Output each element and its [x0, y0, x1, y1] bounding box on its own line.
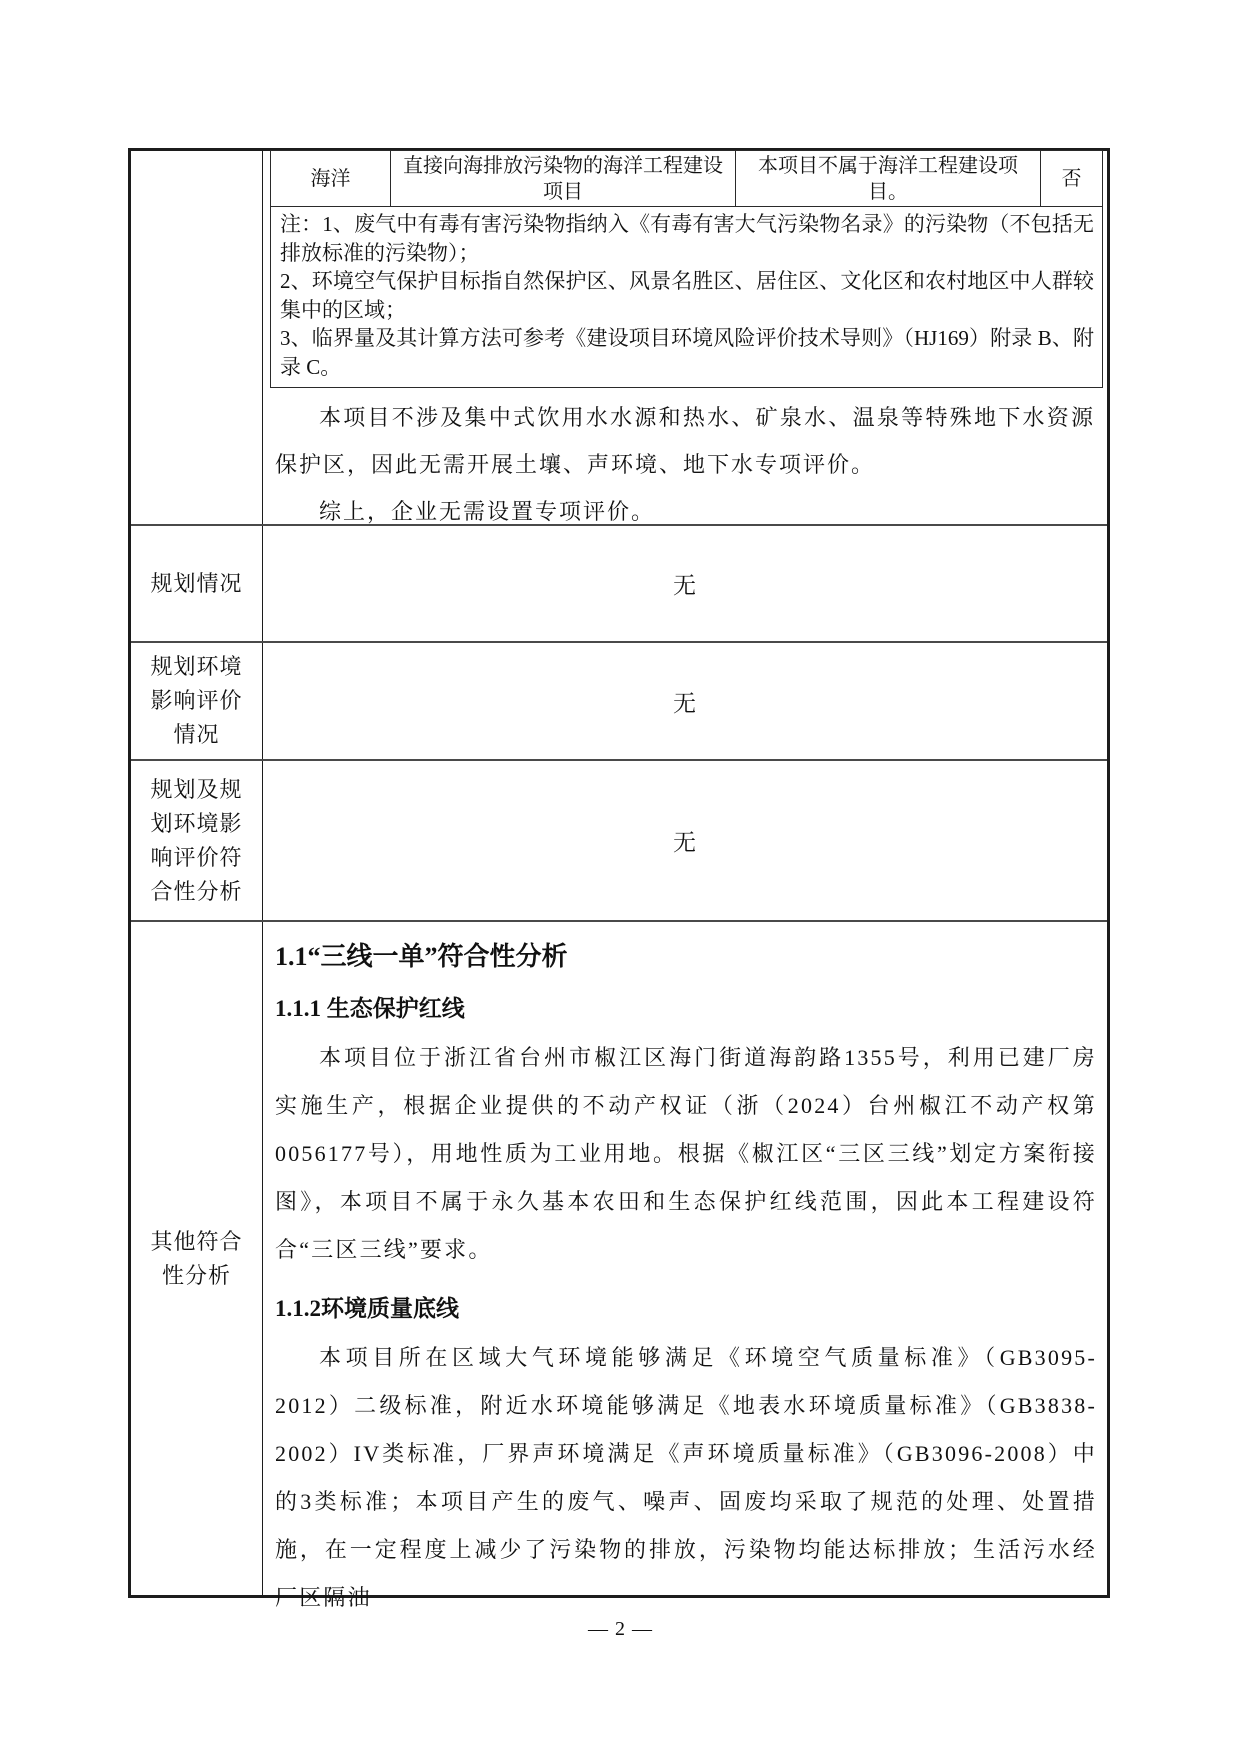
- table-row-other-conformity: [131, 922, 1107, 1611]
- marine-conclusion-cell: 否: [1061, 167, 1082, 190]
- other-conformity-content: [263, 922, 1107, 1611]
- planning-label: 规划情况: [150, 570, 243, 596]
- page-number: — 2 —: [588, 1618, 653, 1640]
- marine-situation-cell: 本项目不属于海洋工程建设项目。: [736, 151, 1041, 206]
- other-conformity-label: 其他符合性分析: [150, 1228, 243, 1288]
- paragraph-groundwater: 本项目不涉及集中式饮用水水源和热水、矿泉水、温泉等特殊地下水资源保护区，因此无需开展土壤、声环境、地下水专项评价。: [275, 405, 1095, 477]
- paragraph-ecological-redline: 本项目位于浙江省台州市椒江区海门街道海韵路1355号，利用已建厂房实施生产，根据企业提供的不动产权证（浙（2024）台州椒江不动产权第0056177号），用地性质为工业用地。根据《椒江区“三区三线”划定方案衔接图》，本项目不属于永久基本农田和生态保护红线范围，因此本工程建设符合“三区三线”要求。: [275, 1045, 1097, 1263]
- note-item-3: 3、临界量及其计算方法可参考《建设项目环境风险评价技术导则》（HJ169）附录 B、附录 C。: [280, 326, 1094, 379]
- heading-environment-quality-bottom-line: 1.1.2环境质量底线: [275, 1296, 459, 1322]
- notes-block: [271, 207, 1102, 387]
- row1-content-cell: [263, 151, 1107, 524]
- planning-eia-label: 规划环境影响评价情况: [150, 654, 243, 748]
- note-item-2: 2、环境空气保护目标指自然保护区、风景名胜区、居住区、文化区和农村地区中人群较集中的区域；: [280, 269, 1094, 322]
- planning-eia-label-cell: [131, 643, 263, 759]
- marine-criteria-table: [270, 150, 1103, 388]
- marine-table-row: [271, 151, 1102, 207]
- table-row-planning: [131, 526, 1107, 643]
- other-conformity-text: [263, 922, 1107, 1622]
- note-item-1: 注：1、废气中有毒有害污染物指纳入《有毒有害大气污染物名录》的污染物（不包括无排放标准的污染物）；: [280, 212, 1094, 265]
- paragraph-environment-quality: 本项目所在区域大气环境能够满足《环境空气质量标准》（GB3095-2012）二级标准，附近水环境能够满足《地表水环境质量标准》（GB3838-2002）IV类标准，厂界声环境满足《声环境质量标准》（GB3096-2008）中的3类标准；本项目产生的废气、噪声、固废均采取了规范的处理、处置措施，在一定程度上减少了污染物的排放，污染物均能达标排放；生活污水经厂区隔油: [275, 1345, 1097, 1611]
- planning-conformity-label-cell: [131, 761, 263, 920]
- table-row-special-assessment: [131, 151, 1107, 526]
- table-row-planning-eia: [131, 643, 1107, 761]
- planning-conformity-value: 无: [673, 830, 697, 856]
- row1-paragraphs: [263, 388, 1107, 535]
- assessment-table: [128, 148, 1110, 1611]
- table-row-planning-conformity: [131, 761, 1107, 922]
- planning-conformity-label: 规划及规划环境影响评价符合性分析: [150, 776, 243, 904]
- marine-criteria-cell: 直接向海排放污染物的海洋工程建设项目: [391, 151, 736, 206]
- planning-label-cell: [131, 526, 263, 641]
- row1-label-cell-empty: [131, 151, 263, 524]
- heading-ecological-redline: 1.1.1 生态保护红线: [275, 996, 465, 1022]
- marine-factor-cell: 海洋: [271, 151, 391, 206]
- planning-value: 无: [673, 573, 697, 599]
- paragraph-summary: 综上，企业无需设置专项评价。: [319, 499, 656, 524]
- planning-eia-value: 无: [673, 690, 697, 716]
- heading-three-lines-one-list: 1.1“三线一单”符合性分析: [275, 942, 568, 972]
- other-conformity-label-cell: [131, 922, 263, 1595]
